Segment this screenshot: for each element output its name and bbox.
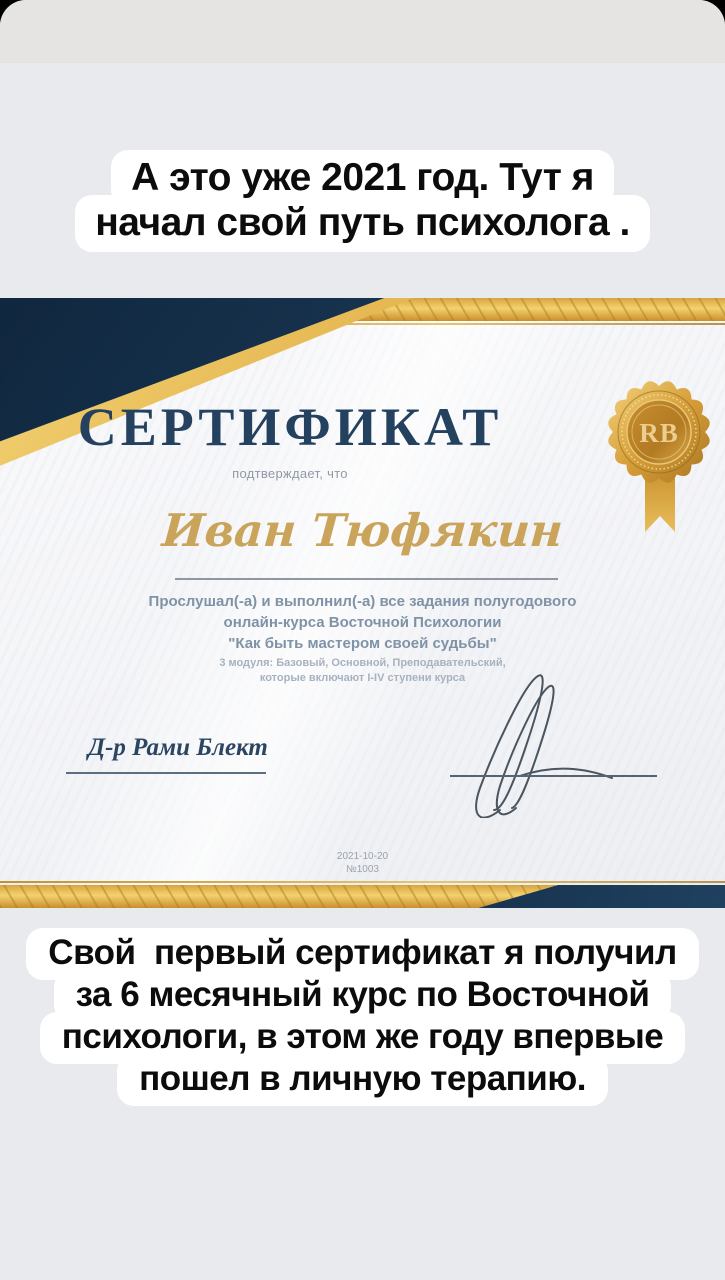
certificate-photo [0,298,725,908]
top-caption-bubble[interactable] [0,150,725,252]
certificate-modules-line: которые включают I-IV ступени курса [259,672,466,684]
bottom-caption-line: пошел в личную терапию. [117,1054,608,1106]
certificate-body-line: онлайн-курса Восточной Психологии [223,614,502,631]
certificate-gold-line-bottom [0,881,725,883]
certificate-date: 2021-10-20 [336,851,389,862]
certificate-subtitle: подтверждает, что [232,466,348,481]
signature-icon [420,658,660,818]
certificate-body-line: Прослушал(-а) и выполнил(-а) все задания полугодового [148,593,577,610]
status-bar-strip [0,0,725,63]
top-caption-line: начал свой путь психолога . [75,195,650,252]
signer-underline [66,772,266,774]
medal-rosette-icon [599,372,721,544]
certificate-number: №1003 [346,864,379,875]
bottom-caption-bubble[interactable] [0,928,725,1106]
bottom-caption-line: психологи, в этом же году впервые [40,1012,686,1064]
medal-monogram: RB [639,418,679,448]
certificate-modules-line: 3 модуля: Базовый, Основной, Преподавательский, [219,657,506,669]
top-caption-line: А это уже 2021 год. Тут я [111,150,614,207]
bottom-caption-line: за 6 месячный курс по Восточной [54,970,672,1022]
certificate-body-line: "Как быть мастером своей судьбы" [228,635,497,652]
signer-name: Д-р Рами Блект [88,734,268,761]
recipient-name-underline [175,578,558,580]
signature-line [450,775,657,777]
recipient-name: Иван Тюфякин [160,504,565,557]
certificate-title: СЕРТИФИКАТ [77,397,503,457]
certificate-date-block [0,850,725,876]
bottom-caption-line: Свой первый сертификат я получил [26,928,698,980]
certificate-body-text [0,591,725,654]
